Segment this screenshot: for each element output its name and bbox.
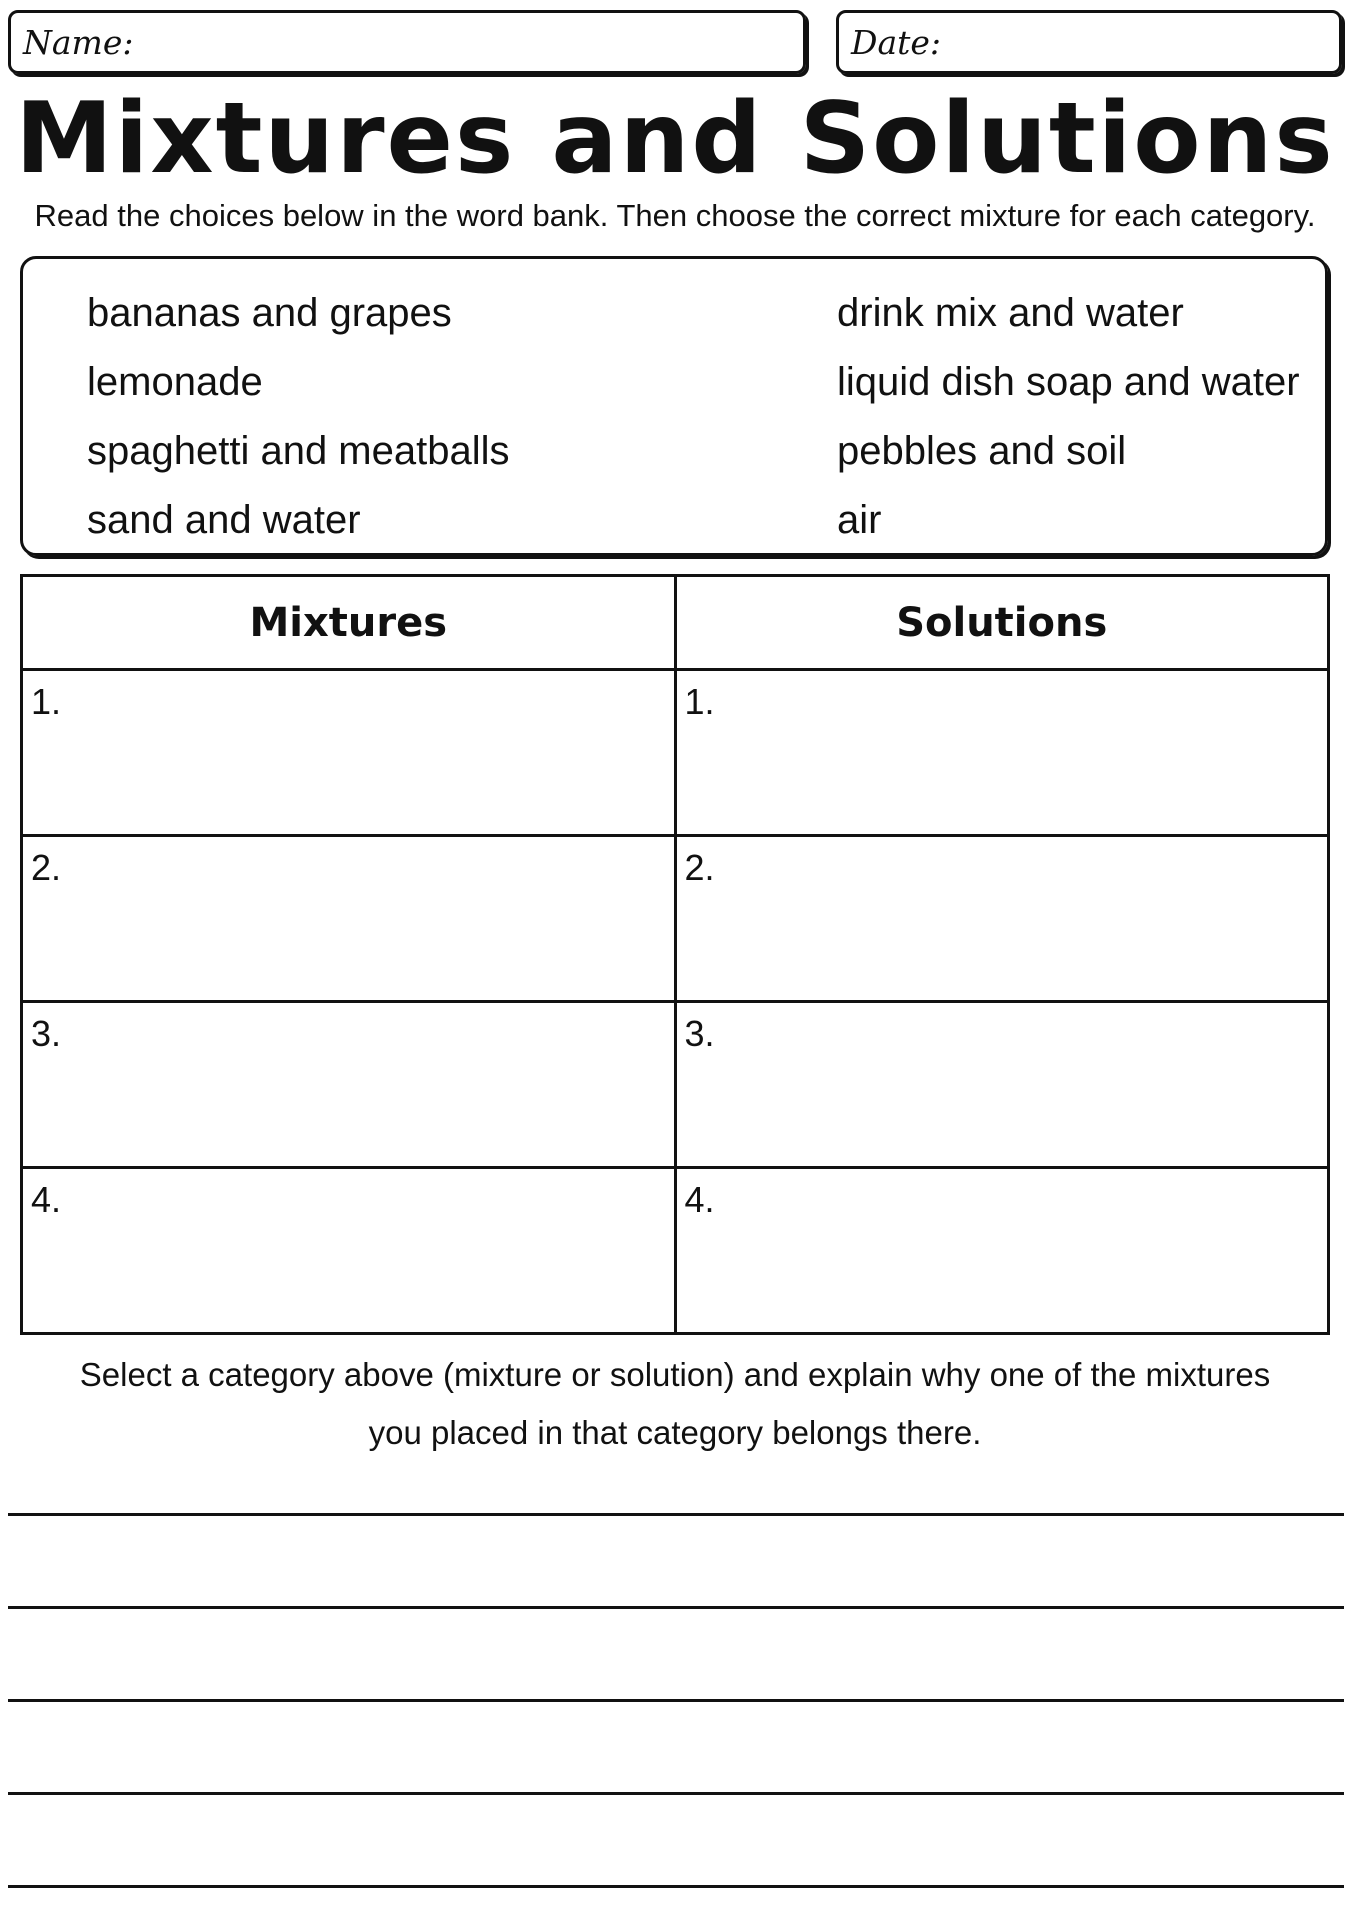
solutions-header: Solutions xyxy=(675,576,1329,670)
table-row xyxy=(22,670,1329,836)
sorting-table xyxy=(20,574,1330,1335)
mixture-answer-cell[interactable]: 4. xyxy=(22,1168,676,1334)
word-bank-item: drink mix and water xyxy=(837,291,1184,335)
answer-line[interactable] xyxy=(8,1792,1344,1795)
answer-line[interactable] xyxy=(8,1513,1344,1516)
word-bank-left-column xyxy=(87,279,510,555)
table-row xyxy=(22,836,1329,1002)
answer-line[interactable] xyxy=(8,1699,1344,1702)
answer-line[interactable] xyxy=(8,1606,1344,1609)
word-bank-item: spaghetti and meatballs xyxy=(87,429,510,473)
word-bank-item: air xyxy=(837,498,882,542)
word-bank-item: bananas and grapes xyxy=(87,291,452,335)
instructions-text: Read the choices below in the word bank. Then choose the correct mixture for each category. xyxy=(34,198,1316,233)
word-bank-item: liquid dish soap and water xyxy=(837,360,1300,404)
solution-answer-cell[interactable]: 3. xyxy=(675,1002,1329,1168)
mixtures-header: Mixtures xyxy=(22,576,676,670)
word-bank-right-column xyxy=(837,279,1300,555)
table-header-row xyxy=(22,576,1329,670)
word-bank-item: lemonade xyxy=(87,360,263,404)
answer-line[interactable] xyxy=(8,1885,1344,1888)
name-field[interactable] xyxy=(8,10,806,74)
page-title: Mixtures and Solutions xyxy=(15,82,1335,196)
mixture-answer-cell[interactable]: 1. xyxy=(22,670,676,836)
name-label: Name: xyxy=(23,23,134,62)
table-row xyxy=(22,1168,1329,1334)
table-row xyxy=(22,1002,1329,1168)
word-bank-item: pebbles and soil xyxy=(837,429,1127,473)
explanation-prompt: Select a category above (mixture or solution) and explain why one of the mixtures you placed in that category belongs there. xyxy=(79,1356,1271,1451)
word-bank xyxy=(20,256,1328,556)
date-label: Date: xyxy=(851,23,942,62)
solution-answer-cell[interactable]: 2. xyxy=(675,836,1329,1002)
mixture-answer-cell[interactable]: 2. xyxy=(22,836,676,1002)
mixture-answer-cell[interactable]: 3. xyxy=(22,1002,676,1168)
date-field[interactable] xyxy=(836,10,1342,74)
word-bank-item: sand and water xyxy=(87,498,361,542)
solution-answer-cell[interactable]: 4. xyxy=(675,1168,1329,1334)
solution-answer-cell[interactable]: 1. xyxy=(675,670,1329,836)
